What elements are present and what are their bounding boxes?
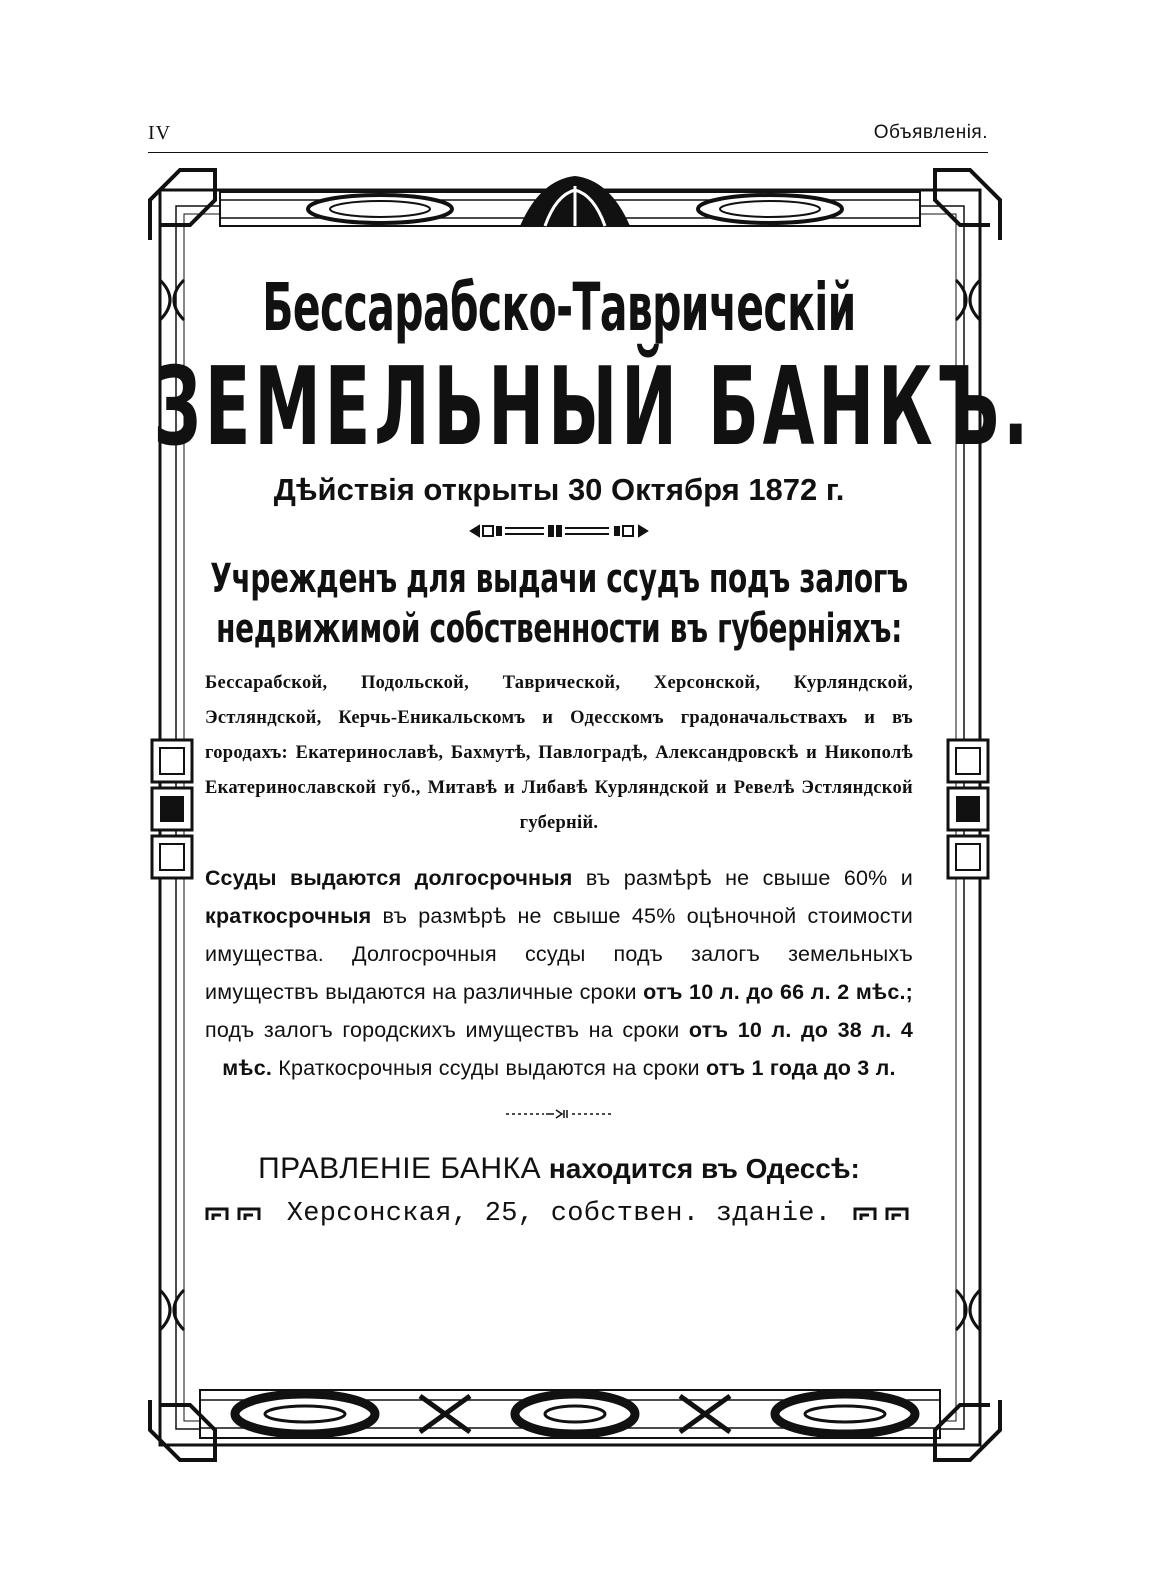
loan-terms-segment: въ размѣрѣ не свыше 45% оцѣночной стоимости имущества. Долгосрочныя ссуды подъ залогъ земельныхъ имуществъ выдаются на различные сроки [205, 904, 913, 1004]
loan-terms-segment: подъ залогъ городскихъ имуществъ на сроки [205, 1018, 689, 1042]
advertisement-body [153, 269, 1033, 1229]
address-row [205, 1199, 913, 1229]
board-location [205, 1149, 913, 1189]
loan-terms-bold-segment: Ссуды выдаются долгосрочныя [205, 866, 573, 890]
bank-title-line1: Бессарабско-Таврическій [262, 269, 856, 346]
bank-title-line2: ЗЕМЕЛЬНЫЙ БАНКЪ. [153, 345, 1033, 470]
loan-terms [205, 859, 913, 1087]
board-caps: ПРАВЛЕНІЕ БАНКА [258, 1152, 542, 1185]
greek-key-ornament-left [205, 1206, 265, 1222]
decorative-divider-middle [504, 1109, 614, 1119]
founding-date-line: Дѣйствія открыты 30 Октября 1872 г. [273, 472, 845, 507]
board-rest: находится въ Одессѣ: [541, 1153, 860, 1184]
loan-terms-bold-segment: отъ 1 года до 3 л. [705, 1056, 896, 1080]
loan-terms-bold-segment: отъ 10 л. до 38 л. 4 мѣс. [222, 1018, 913, 1080]
purpose-line2: недвижимой собственности въ губерніяхъ: [216, 606, 902, 652]
purpose-line1: Учрежденъ для выдачи ссудъ подъ залогъ [210, 556, 908, 602]
bank-address: Херсонская, 25, собствен. зданіе. [286, 1199, 832, 1229]
provinces-list: Бессарабской, Подольской, Таврической, Херсонской, Курляндской, Эстляндской, Керчь-Еникальскомъ и Одесскомъ градоначальствахъ и въ городахъ: Екатеринославѣ, Бахмутѣ, Павлоградѣ, Александровскѣ и Никополѣ Екатеринославской губ., Митавѣ и Либавѣ Курляндской и Ревелѣ Эстляндской губерній. [205, 673, 913, 833]
loan-terms-segment: Краткосрочныя ссуды выдаются на сроки [272, 1056, 706, 1080]
decorative-divider-top [469, 524, 649, 538]
running-head: Объявленія. [873, 122, 988, 143]
page-number: IV [148, 122, 172, 144]
loan-terms-bold-segment: краткосрочныя [205, 904, 372, 928]
loan-terms-segment: въ размѣрѣ не свыше 60% и [572, 866, 913, 890]
loan-terms-bold-segment: отъ 10 л. до 66 л. 2 мѣс.; [643, 980, 914, 1004]
greek-key-ornament-right [853, 1206, 913, 1222]
